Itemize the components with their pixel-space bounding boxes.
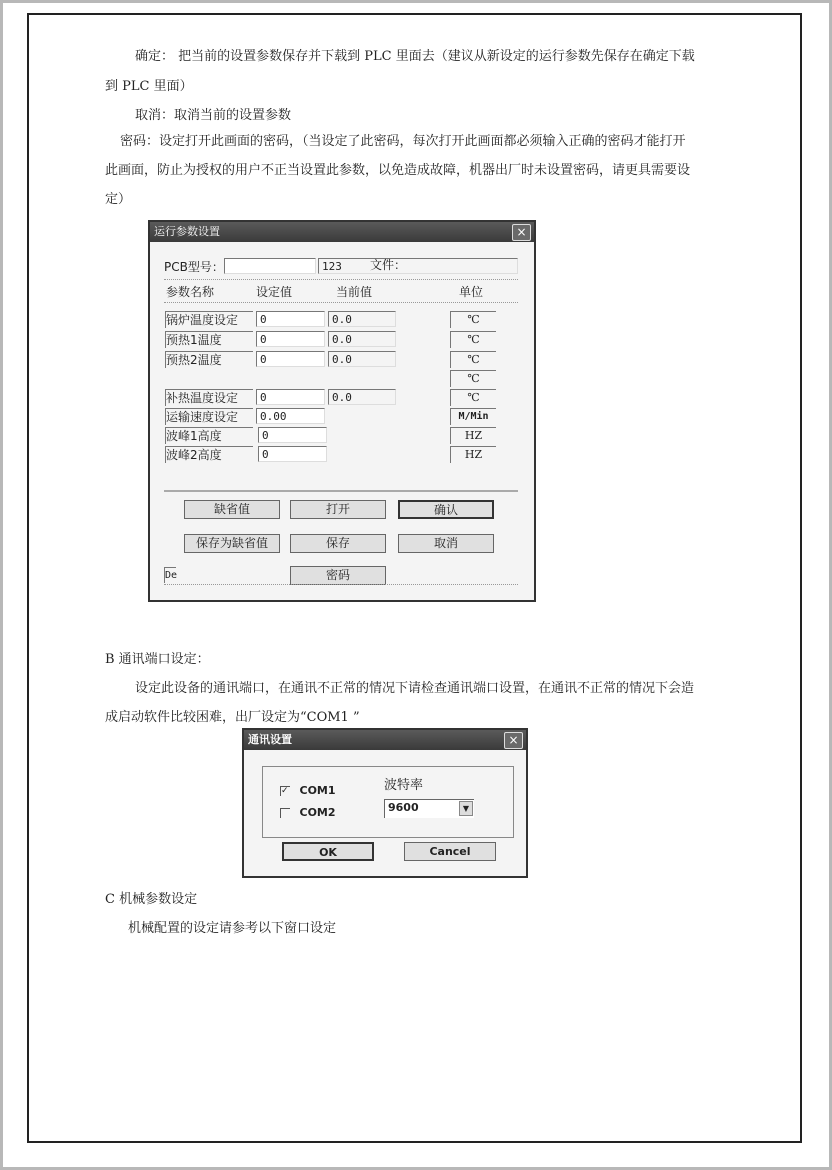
chevron-down-icon: ▼	[459, 801, 473, 816]
param-name: 补热温度设定	[165, 389, 253, 406]
confirm-desc-line2: 到 PLC 里面）	[105, 79, 193, 94]
section-b-line2: 成启动软件比较困难，出厂设定为“COM1 ”	[105, 710, 360, 725]
open-button[interactable]: 打开	[290, 500, 386, 519]
set-value-input[interactable]: 0.00	[256, 408, 325, 424]
baud-value: 9600	[388, 801, 419, 814]
set-value-input[interactable]: 0	[256, 351, 325, 367]
header-unit: 单位	[459, 285, 484, 299]
baud-select[interactable]	[384, 799, 474, 818]
pcb-code: 123	[322, 260, 342, 273]
com2-label: COM2	[299, 806, 336, 819]
unit-label: HZ	[450, 446, 496, 463]
header-set: 设定值	[256, 285, 293, 299]
set-value-input[interactable]: 0	[256, 311, 325, 327]
current-value: 0.0	[328, 311, 396, 327]
section-c-line1: 机械配置的设定请参考以下窗口设定	[128, 921, 337, 936]
divider	[164, 279, 518, 280]
password-desc-line1: 密码：设定打开此画面的密码，（当设定了此密码，每次打开此画面都必须输入正确的密码才能打开	[120, 134, 686, 149]
confirm-button[interactable]: 确认	[398, 500, 494, 519]
unit-label: ℃	[450, 351, 496, 368]
com2-checkbox[interactable]	[280, 806, 336, 819]
confirm-desc-line1: 确定： 把当前的设置参数保存并下载到 PLC 里面去（建议从新设定的运行参数先保存在确定下载	[135, 49, 695, 64]
set-value-input[interactable]: 0	[256, 331, 325, 347]
cancel-button[interactable]: 取消	[398, 534, 494, 553]
section-b-title: B 通讯端口设定：	[105, 652, 210, 667]
pcb-label: PCB型号：	[164, 260, 224, 274]
unit-label: HZ	[450, 427, 496, 444]
status-field: De	[164, 567, 176, 583]
file-label: 文件：	[370, 258, 407, 272]
current-value: 0.0	[328, 331, 396, 347]
password-desc-line3: 定）	[105, 192, 132, 207]
baud-label: 波特率	[384, 778, 424, 793]
default-button[interactable]: 缺省值	[184, 500, 280, 519]
header-current: 当前值	[336, 285, 373, 299]
unit-label: ℃	[450, 331, 496, 348]
com1-checkbox[interactable]	[280, 784, 336, 797]
dialog-title-bar	[244, 730, 526, 750]
unit-label: ℃	[450, 311, 496, 328]
unit-label: ℃	[450, 389, 496, 406]
dialog-title: 运行参数设置	[154, 225, 220, 238]
com1-label: COM1	[299, 784, 336, 797]
param-name: 运输速度设定	[165, 408, 253, 425]
unit-label: ℃	[450, 370, 496, 387]
divider	[164, 490, 518, 492]
save-default-button[interactable]: 保存为缺省值	[184, 534, 280, 553]
unit-label: M/Min	[450, 408, 496, 425]
run-params-dialog	[148, 220, 536, 602]
cancel-button[interactable]: Cancel	[404, 842, 496, 861]
password-desc-line2: 此画面，防止为授权的用户不正当设置此参数，以免造成故障，机器出厂时未设置密码，请更具需要设	[105, 163, 691, 178]
section-b-line1: 设定此设备的通讯端口，在通讯不正常的情况下请检查通讯端口设置，在通讯不正常的情况下会造	[135, 681, 695, 696]
section-c-title: C 机械参数设定	[105, 892, 198, 907]
cancel-desc: 取消：取消当前的设置参数	[135, 108, 292, 123]
current-value: 0.0	[328, 389, 396, 405]
param-name: 波峰1高度	[165, 427, 253, 444]
param-name: 波峰2高度	[165, 446, 253, 463]
close-icon[interactable]: ×	[512, 224, 531, 241]
param-name: 预热2温度	[165, 351, 253, 368]
checkbox-unchecked-icon	[280, 808, 290, 818]
param-name: 预热1温度	[165, 331, 253, 348]
divider	[164, 302, 518, 303]
pcb-code-field[interactable]	[318, 258, 518, 274]
checkbox-checked-icon: ✓	[281, 786, 289, 796]
pcb-input[interactable]	[224, 258, 316, 274]
password-button[interactable]: 密码	[290, 566, 386, 585]
comm-settings-dialog	[242, 728, 528, 878]
close-icon[interactable]: ×	[504, 732, 523, 749]
set-value-input[interactable]: 0	[258, 427, 327, 443]
param-name: 锅炉温度设定	[165, 311, 253, 328]
save-button[interactable]: 保存	[290, 534, 386, 553]
current-value: 0.0	[328, 351, 396, 367]
header-name: 参数名称	[166, 285, 215, 299]
dialog-title-bar	[150, 222, 534, 242]
set-value-input[interactable]: 0	[258, 446, 327, 462]
ok-button[interactable]: OK	[282, 842, 374, 861]
divider	[164, 584, 518, 585]
set-value-input[interactable]: 0	[256, 389, 325, 405]
dialog-title: 通讯设置	[248, 733, 292, 746]
